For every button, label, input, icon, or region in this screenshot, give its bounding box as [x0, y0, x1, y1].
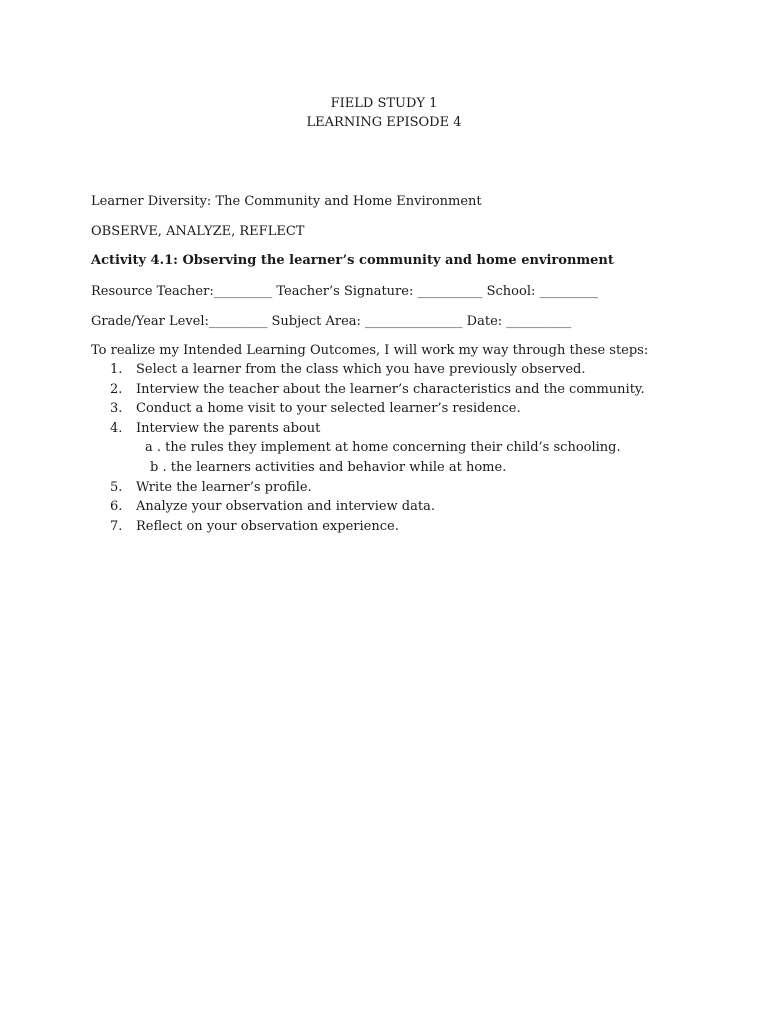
- topic-heading: Learner Diversity: The Community and Home Environment: [91, 194, 482, 209]
- title-learning-episode: LEARNING EPISODE 4: [306, 115, 462, 130]
- list-item: [91, 399, 645, 419]
- step-number: 4.: [110, 420, 123, 436]
- step-text: Reflect on your observation experience.: [136, 518, 399, 534]
- step-text: Conduct a home visit to your selected learner’s residence.: [136, 401, 521, 417]
- step-number: 1.: [110, 362, 123, 377]
- activity-title: Activity 4.1: Observing the learner’s community and home environment: [91, 253, 614, 268]
- list-item: [91, 497, 645, 517]
- step-text: Interview the teacher about the learner’s characteristics and the community.: [136, 381, 645, 397]
- step-text: Write the learner’s profile.: [136, 479, 312, 495]
- form-fields-row-2: Grade/Year Level:_________ Subject Area: _______________ Date: __________: [91, 314, 572, 329]
- step-number: 5.: [110, 479, 123, 495]
- list-item: [91, 517, 645, 537]
- step-number: 7.: [110, 518, 123, 534]
- list-item: [91, 380, 645, 400]
- step-number: 2.: [110, 381, 123, 397]
- step-text: Interview the parents about: [136, 420, 321, 436]
- step-number: 3.: [110, 401, 123, 417]
- step-text: Select a learner from the class which you have previously observed.: [136, 362, 586, 377]
- steps-intro: To realize my Intended Learning Outcomes, I will work my way through these steps:: [91, 343, 649, 358]
- list-item: [91, 419, 645, 439]
- form-fields-row-1: Resource Teacher:_________ Teacher’s Signature: __________ School: _________: [91, 284, 598, 299]
- step-text: Analyze your observation and interview data.: [136, 499, 435, 515]
- sub-list-item: b . the learners activities and behavior while at home.: [150, 459, 507, 475]
- list-item: [91, 360, 645, 380]
- list-item: [91, 478, 645, 498]
- sub-list-item: a . the rules they implement at home concerning their child’s schooling.: [145, 440, 621, 456]
- title-field-study: FIELD STUDY 1: [330, 96, 438, 111]
- steps-list: [91, 360, 645, 536]
- step-number: 6.: [110, 499, 123, 515]
- section-heading: OBSERVE, ANALYZE, REFLECT: [91, 224, 305, 239]
- document-title: [0, 94, 768, 132]
